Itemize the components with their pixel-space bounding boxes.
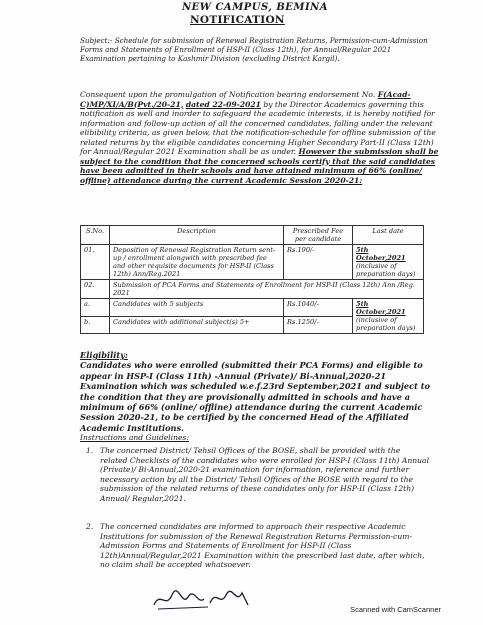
subject-label: Subject:- [80, 36, 113, 45]
subrow-desc: Candidates with 5 subjects [110, 299, 284, 317]
instruction-item [86, 522, 430, 570]
subrow-fee: Rs.1250/- [284, 316, 353, 334]
subject-text: Schedule for submission of Renewal Registration Returns, Permission-cum-Admission Forms and Statements of Enrollment of HSP-II (Class 12th), for Annual/Regular 2021 Examination pertaining to Kashmir Division (excluding District Kargil). [80, 36, 428, 64]
eligibility-label: Eligibility: [80, 350, 128, 360]
table-row [81, 299, 424, 317]
handwritten-header: NEW CAMPUS, BEMINA [182, 2, 329, 13]
row-fee: Rs.190/- [284, 245, 353, 280]
subrow-sno: a. [81, 299, 110, 317]
page-title: NOTIFICATION [190, 14, 285, 26]
instruction-text: The concerned candidates are informed to approach their respective Academic Institutions for submission of the Renewal Registration Returns Permission-cum-Admission Forms and Statements of Enrollment for HSP-II (Class 12th)Annual/Regular,2021 Examination within the prescribed last date, after which, no claim shall be accepted whatsoever. [100, 522, 425, 570]
section-sno: 02. [81, 280, 110, 299]
row-sno: 01. [81, 245, 110, 280]
intro-dated: dated 22-09-2021 [185, 99, 261, 109]
intro-condition: However the submission shall be subject to the condition that the concerned schools certify that the said candidates have been admitted in their schools and have attained minimum of 66% (online/ offline) attendance during the current Academic Session 2020-21: [80, 147, 439, 185]
eligibility-block [80, 350, 430, 433]
subrow-desc: Candidates with additional subject(s) 5+ [110, 316, 284, 334]
intro-line1: Consequent upon the promulgation of Notification bearing endorsement No. [80, 90, 376, 99]
header-description: Description [110, 226, 284, 245]
handwritten-signature [150, 583, 270, 613]
subrow-date-note: (inclusive of preparation days) [356, 316, 416, 332]
scanned-watermark: Scanned with CamScanner [350, 605, 441, 614]
intro-paragraph [80, 90, 440, 185]
header-fee: Prescribed Fee per candidate [284, 226, 353, 245]
row-date: 5th October,2021 [356, 246, 406, 262]
eligibility-text: Candidates who were enrolled (submitted their PCA Forms) and eligible to appear in HSP-I (Class 11th) -Annual (Private)/ Bi-Annual,2020-21 Examination which was scheduled w.e.f.23rd September,2021 and subject to the condition that they are provisionally admitted in schools and have a minimum of 66% (online/ offline) attendance during the current Academic Session 2020-21, to be certified by the concerned Head of the Affiliated Academic Institutions. [80, 360, 430, 433]
table-row [81, 245, 424, 280]
instruction-text: The concerned District/ Tehsil Offices of the BOSE, shall be provided with the related Checklists of the candidates who were enrolled for HSP-I (Class 11th) Annual (Private)/ Bi-Annual,2020-21 examination for information, reference and further necessary action by all the District/ Tehsil Offices of the BOSE with regard to the submission of the related returns of these candidates only for HSP-II (Class 12th) Annual/ Regular,2021. [100, 446, 429, 503]
instruction-number: 1. [86, 446, 94, 455]
row-date-cell [353, 245, 424, 280]
table-section-row [81, 280, 424, 299]
subrow-fee: Rs.1040/- [284, 299, 353, 317]
instructions-heading: Instructions and Guidelines: [80, 433, 189, 442]
row-desc: Deposition of Renewal Registration Return sent-up / enrollment alongwith with prescribed fee and other requisite documents for HSP-II (Class 12th) Ann/Reg.2021 [110, 245, 284, 280]
header-last-date: Last date [353, 226, 424, 245]
intro-ref: F(Acad-C)MP/XI/A/B(Pvt./20-21, [80, 90, 411, 109]
section-title: Submission of PCA Forms and Statements of Enrollment for HSP-II (Class 12th) Ann /Reg. 2021 [110, 280, 424, 299]
subrow-date-cell [353, 299, 424, 334]
row-date-note: (inclusive of preparation days) [356, 262, 416, 278]
subject-block [80, 36, 430, 64]
table-header-row [81, 226, 424, 245]
subrow-date: 5th October,2021 [356, 300, 406, 316]
header-sno: S.No. [81, 226, 110, 245]
instruction-number: 2. [86, 522, 94, 531]
schedule-table [80, 225, 424, 334]
intro-rest: by the Director Academics governing this notification as well and inorder to safeguard the academic interests, it is hereby notified for information and follow-up action of all the concerned candidates, falling under the relevant elibibility criteria, as given below, that the notification-schedule for offline submission of the related returns by the eligible candidates concerning Higher Secondary Part-II (Class 12th) for Annual/Regular 2021 Examination shall be as under. [80, 99, 436, 156]
instruction-item [86, 446, 430, 504]
subrow-sno: b. [81, 316, 110, 334]
